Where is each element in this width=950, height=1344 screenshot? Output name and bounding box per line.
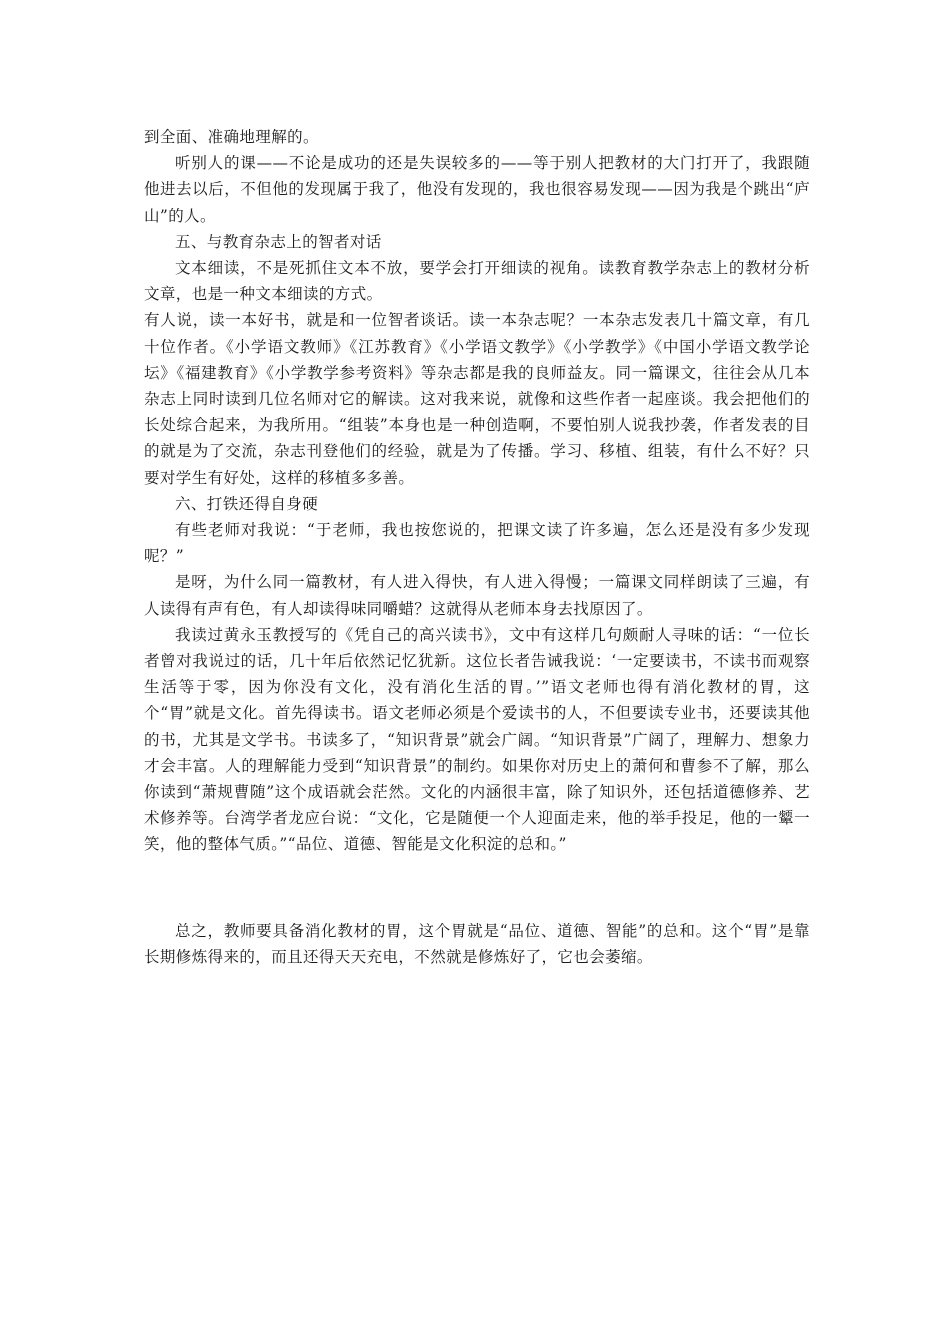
paragraph-magazines: 有人说，读一本好书，就是和一位智者谈话。读一本杂志呢？一本杂志发表几十篇文章，有几十位作者。《小学语文教师》《江苏教育》《小学语文教学》《小学教学》《中国小学语文教学论坛》《福建教育》《小学教学参考资料》等杂志都是我的良师益友。同一篇课文，往往会从几本杂志上同时读到几位名师对它的解读。这对我来说，就像和这些作者一起座谈。我会把他们的长处综合起来，为我所用。“组装”本身也是一种创造啊，不要怕别人说我抄袭，作者发表的目的就是为了交流，杂志刊登他们的经验，就是为了传播。学习、移植、组装，有什么不好？只要对学生有好处，这样的移植多多善。 xyxy=(144,311,810,487)
paragraph-continuation: 到全面、准确地理解的。 xyxy=(144,128,319,146)
section-heading-six: 六、打铁还得自身硬 xyxy=(175,494,319,513)
paragraph-conclusion: 总之，教师要具备消化教材的胃，这个胃就是“品位、道德、智能”的总和。这个“胃”是靠长期修炼得来的，而且还得天天充电，不然就是修炼好了，它也会萎缩。 xyxy=(144,921,810,966)
document-body xyxy=(144,124,810,970)
section-heading-five: 五、与教育杂志上的智者对话 xyxy=(175,232,382,251)
paragraph-culture: 我读过黄永玉教授写的《凭自己的高兴读书》，文中有这样几句颇耐人寻味的话：“一位长者曾对我说过的话，几十年后依然记忆犹新。这位长者告诫我说：‘一定要读书，不读书而观察生活等于零，因为你没有文化，没有消化生活的胃。’”语文老师也得有消化教材的胃，这个“胃”就是文化。首先得读书。语文老师必须是个爱读书的人，不但要读专业书，还要读其他的书，尤其是文学书。书读多了，“知识背景”就会广阔。“知识背景”广阔了，理解力、想象力才会丰富。人的理解能力受到“知识背景”的制约。如果你对历史上的萧何和曹参不了解，那么你读到“萧规曹随”这个成语就会茫然。文化的内涵很丰富，除了知识外，还包括道德修养、艺术修养等。台湾学者龙应台说：“文化，它是随便一个人迎面走来，他的举手投足，他的一颦一笑，他的整体气质。”“品位、道德、智能是文化积淀的总和。” xyxy=(144,625,810,854)
paragraph-listening-lessons: 听别人的课——不论是成功的还是失误较多的——等于别人把教材的大门打开了，我跟随他进去以后，不但他的发现属于我了，他没有发现的，我也很容易发现——因为我是个跳出“庐山”的人。 xyxy=(144,154,810,225)
paragraph-teacher-question: 有些老师对我说：“于老师，我也按您说的，把课文读了许多遍，怎么还是没有多少发现呢？” xyxy=(144,521,810,566)
paragraph-close-reading: 文本细读，不是死抓住文本不放，要学会打开细读的视角。读教育教学杂志上的教材分析文章，也是一种文本细读的方式。 xyxy=(144,259,810,304)
paragraph-spacer xyxy=(144,858,810,918)
paragraph-reading-speed: 是呀，为什么同一篇教材，有人进入得快，有人进入得慢；一篇课文同样朗读了三遍，有人读得有声有色，有人却读得味同嚼蜡？这就得从老师本身去找原因了。 xyxy=(144,573,810,618)
